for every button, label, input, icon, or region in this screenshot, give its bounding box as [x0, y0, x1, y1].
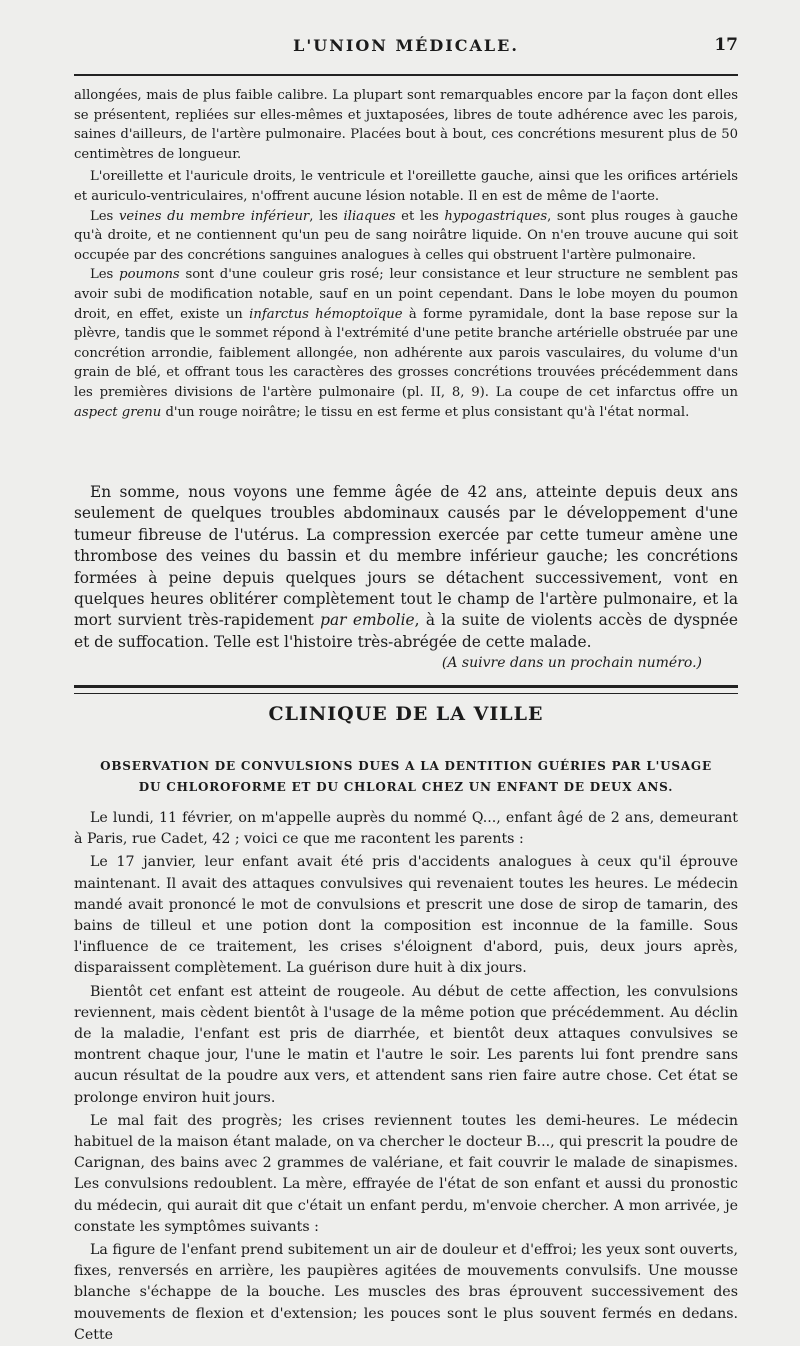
article-title-line: DU CHLOROFORME ET DU CHLORAL CHEZ UN ENFANT DE DEUX ANS. — [138, 780, 674, 794]
section-divider — [74, 685, 738, 694]
emphasis: veines du membre inférieur — [118, 208, 310, 224]
emphasis: aspect grenu — [74, 404, 162, 420]
summary-paragraph: En somme, nous voyons une femme âgée de 42 ans, atteinte depuis deux ans seulement de quelques troubles abdominaux causés par le développement d'une tumeur fibreuse de l'utérus. La compression exercée par cette tumeur amène une thrombose des veines du bassin et du membre inférieur gauche; les concrétions formées à peine depuis quelques jours se détachent successivement, vont en quelques heures oblitérer complètement tout le champ de l'artère pulmonaire, et la mort survient très-rapidement par embolie, à la suite de violents accès de dyspnée et de suffocation. Telle est l'histoire très-abrégée de cette malade. — [74, 483, 739, 651]
paragraph-lungs: Les poumons sont d'une couleur gris rosé; leur consistance et leur structure ne semblent pas avoir subi de modification notable, sauf en un point cependant. Dans le lobe moyen du poumon droit, en effet, existe un infarctus hémoptoïque à forme pyramidale, dont la base repose sur la plèvre, tandis que le sommet répond à l'extrémité d'une petite branche artérielle obstruée par une concrétion arrondie, faiblement allongée, non adhérente aux parois vasculaires, du volume d'un grain de blé, et offrant tous les caractères des grosses concrétions trouvées précédemment dans les premières divisions de l'artère pulmonaire (pl. II, 8, 9). La coupe de cet infarctus offre un aspect grenu d'un rouge noirâtre; le tissu en est ferme et plus consistant qu'à l'état normal. — [74, 267, 738, 420]
page-number: 17 — [714, 35, 738, 55]
case-report — [74, 808, 738, 1346]
emphasis: par embolie — [320, 611, 415, 630]
running-head — [74, 36, 738, 60]
emphasis: iliaques — [343, 208, 396, 224]
to-be-continued: (A suivre dans un prochain numéro.) — [441, 655, 702, 672]
summary-block — [74, 482, 738, 673]
paragraph-visit: Le lundi, 11 février, on m'appelle auprès du nommé Q..., enfant âgé de 2 ans, demeurant à Paris, rue Cadet, 42 ; voici ce que me racontent les parents : — [74, 810, 738, 848]
paragraph-measles: Bientôt cet enfant est atteint de rougeole. Au début de cette affection, les convulsions reviennent, mais cèdent bientôt à l'usage de la même potion que précédemment. Au déclin de la maladie, l'enfant est pris de diarrhée, et bientôt deux attaques convulsives se montrent chaque jour, l'une le matin et l'autre le soir. Les parents lui font prendre sans aucun résultat de la poudre aux vers, et attendent sans rien faire autre chose. Cet état se prolonge environ huit jours. — [74, 983, 738, 1106]
paragraph-worsening: Le mal fait des progrès; les crises reviennent toutes les demi-heures. Le médecin habituel de la maison étant malade, on va chercher le docteur B..., qui prescrit la poudre de Carignan, des bains avec 2 grammes de valériane, et fait couvrir le malade de sinapismes. Les convulsions redoublent. La mère, effrayée de l'état de son enfant et aussi du pronostic du médecin, qui aurait dit que c'était un enfant perdu, m'envoie chercher. A mon arrivée, je constate les symptômes suivants : — [74, 1112, 738, 1235]
paragraph-veins: Les veines du membre inférieur, les iliaques et les hypogastriques, sont plus rouges à gauche qu'à droite, et ne contiennent qu'un peu de sang noirâtre liquide. On n'en trouve aucune qui soit occupée par des concrétions sanguines analogues à celles qui obstruent l'artère pulmonaire. — [74, 208, 738, 263]
header-rule — [74, 74, 738, 76]
article-title — [90, 756, 722, 798]
paragraph-history: Le 17 janvier, leur enfant avait été pris d'accidents analogues à ceux qu'il éprouve maintenant. Il avait des attaques convulsives qui revenaient toutes les heures. Le médecin mandé avait prononcé le mot de convulsions et prescrit une dose de sirop de tamarin, des bains de tilleul et une potion dont la composition est inconnue de la famille. Sous l'influence de ce traitement, les crises s'éloignent d'abord, puis, deux jours après, disparaissent complètement. La guérison dure huit à dix jours. — [74, 854, 738, 977]
paragraph-symptoms: La figure de l'enfant prend subitement un air de douleur et d'effroi; les yeux sont ouverts, fixes, renversés en arrière, les paupières agitées de mouvements convulsifs. Une mousse blanche s'échappe de la bouche. Les muscles des bras éprouvent successivement des mouvements de flexion et d'extension; les pouces sont le plus souvent fermés en dedans. Cette — [74, 1242, 738, 1343]
article-title-line: OBSERVATION DE CONVULSIONS DUES A LA DENTITION GUÉRIES PAR L'USAGE — [100, 759, 712, 773]
journal-title: L'UNION MÉDICALE. — [293, 36, 519, 55]
emphasis: poumons — [119, 267, 180, 283]
section-title: CLINIQUE DE LA VILLE — [268, 703, 544, 725]
paragraph-heart: L'oreillette et l'auricule droits, le ventricule et l'oreillette gauche, ainsi que les orifices artériels et auriculo-ventriculaires, n'offrent aucune lésion notable. Il en est de même de l'aorte. — [74, 169, 738, 204]
emphasis: infarctus hémoptoïque — [249, 306, 403, 322]
emphasis: hypogastriques — [444, 208, 548, 224]
paragraph-pulmonary-concretions: allongées, mais de plus faible calibre. La plupart sont remarquables encore par la façon dont elles se présentent, repliées sur elles-mêmes et juxtaposées, libres de toute adhérence avec les parois, saines d'ailleurs, de l'artère pulmonaire. Placées bout à bout, ces concrétions mesurent plus de 50 centimètres de longueur. — [74, 88, 738, 162]
autopsy-observation — [74, 86, 738, 422]
